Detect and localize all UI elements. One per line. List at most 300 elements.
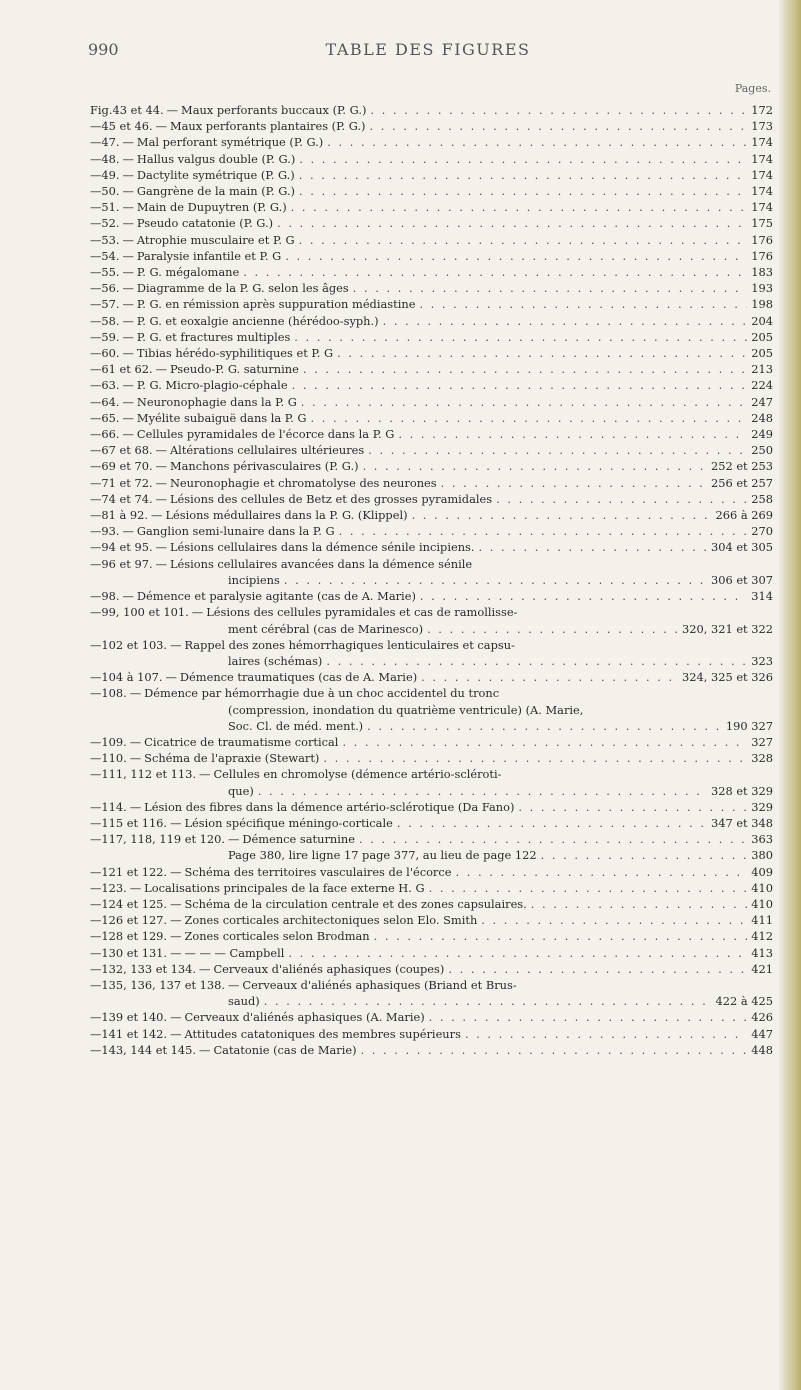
figure-prefix: —	[90, 475, 102, 490]
dash-separator: —	[170, 637, 182, 652]
figure-title: Tibias hérédo-syphilitiques et P. G	[136, 346, 334, 361]
figure-title: Lésions cellulaires dans la démence sénile incipiens.	[169, 540, 475, 555]
entry-line	[90, 345, 773, 361]
figure-prefix: —	[90, 670, 102, 685]
figure-number: 50.	[101, 184, 120, 199]
page-reference: 410	[751, 896, 773, 911]
figure-number: 132, 133 et 134.	[101, 961, 197, 976]
dash-separator: —	[129, 734, 142, 749]
entry-line	[90, 491, 773, 507]
page-reference: 413	[751, 945, 773, 960]
figure-prefix: —	[90, 216, 102, 231]
page-reference: 304 et 305	[710, 540, 773, 555]
figure-title: Démence et paralysie agitante (cas de A. Marie)	[136, 589, 416, 604]
figure-prefix: —	[90, 491, 102, 506]
entry-line	[90, 750, 773, 766]
page-edge-shadow	[779, 0, 801, 1390]
page-reference: 174	[751, 200, 773, 215]
dot-leader	[243, 264, 747, 280]
entry-line	[90, 556, 773, 572]
dot-leader	[370, 102, 747, 118]
entry-line	[90, 151, 773, 167]
figure-prefix: —	[90, 540, 102, 555]
entry-line	[90, 232, 773, 248]
dash-separator: —	[228, 977, 240, 992]
dot-leader	[397, 815, 707, 831]
figure-prefix: —	[90, 880, 102, 895]
dash-separator: —	[199, 1042, 211, 1057]
figure-title: ment cérébral (cas de Marinesco)	[228, 621, 424, 636]
dot-leader	[327, 134, 747, 150]
entry-line	[90, 280, 773, 296]
entry-line	[90, 377, 773, 393]
figure-number: 108.	[101, 686, 127, 701]
entry-line	[90, 248, 773, 264]
figure-prefix: —	[90, 346, 102, 361]
page-reference: 249	[751, 427, 773, 442]
figure-title: Neuronophagie dans la P. G	[136, 394, 297, 409]
figure-entry	[90, 151, 773, 167]
entry-line	[90, 296, 773, 312]
dot-leader	[456, 864, 748, 880]
figure-number: 94 et 95.	[101, 540, 153, 555]
entry-line	[90, 880, 773, 896]
figure-entry	[90, 102, 773, 118]
figure-entry	[90, 1026, 773, 1042]
dot-leader	[311, 410, 748, 426]
entry-line	[90, 313, 773, 329]
figure-prefix: —	[90, 394, 102, 409]
dot-leader	[421, 669, 678, 685]
dash-separator: —	[122, 248, 134, 263]
entry-line	[90, 734, 773, 750]
figure-title: Catatonie (cas de Marie)	[213, 1042, 357, 1057]
dot-leader	[368, 442, 747, 458]
figure-entry	[90, 313, 773, 329]
entry-line	[90, 653, 773, 669]
figure-title: Zones corticales architectoniques selon Elo. Smith	[184, 913, 478, 928]
figure-title: saud)	[228, 994, 260, 1009]
dash-separator: —	[170, 864, 182, 879]
figure-entry	[90, 296, 773, 312]
figure-entry	[90, 442, 773, 458]
entry-line	[90, 361, 773, 377]
entry-line	[90, 864, 773, 880]
figure-number: 135, 136, 137 et 138.	[101, 977, 226, 992]
page-reference: 176	[751, 248, 773, 263]
page-reference: 213	[751, 362, 773, 377]
entry-line	[90, 1042, 773, 1058]
figure-prefix: —	[90, 1010, 102, 1025]
figure-number: 102 et 103.	[101, 637, 168, 652]
page-reference: 412	[751, 929, 773, 944]
page-reference: 176	[751, 232, 773, 247]
page-reference: 422 à 425	[715, 994, 773, 1009]
figure-number: 143, 144 et 145.	[101, 1042, 197, 1057]
figure-title: Paralysie infantile et P. G	[136, 248, 282, 263]
figure-number: 81 à 92.	[101, 508, 149, 523]
page-reference: 224	[751, 378, 773, 393]
dot-leader	[299, 232, 748, 248]
figure-entry	[90, 604, 773, 636]
figure-entry	[90, 588, 773, 604]
figure-prefix: —	[90, 313, 102, 328]
dot-leader	[277, 215, 747, 231]
dash-separator: —	[122, 167, 134, 182]
figure-title: Schéma de l'apraxie (Stewart)	[144, 751, 320, 766]
dot-leader	[258, 783, 707, 799]
dash-separator: —	[165, 670, 177, 685]
dash-separator: —	[122, 346, 134, 361]
figure-title: P. G. en rémission après suppuration médiastine	[136, 297, 416, 312]
figure-number: 139 et 140.	[101, 1010, 168, 1025]
figure-entry	[90, 734, 773, 750]
dash-separator: —	[122, 135, 134, 150]
dot-leader	[419, 296, 747, 312]
figure-number: 130 et 131.	[101, 945, 168, 960]
dash-separator: —	[155, 362, 167, 377]
dot-leader	[367, 718, 722, 734]
figure-title: Page 380, lire ligne 17 page 377, au lieu de page 122	[228, 848, 537, 863]
dot-leader	[429, 880, 748, 896]
figure-number: 126 et 127.	[101, 913, 168, 928]
figure-prefix: —	[90, 167, 102, 182]
dash-separator: —	[122, 589, 134, 604]
entry-line	[90, 977, 773, 993]
figure-number: 123.	[101, 880, 127, 895]
dot-leader	[420, 588, 747, 604]
figure-prefix: —	[90, 589, 102, 604]
dash-separator: —	[122, 200, 134, 215]
dash-separator: —	[122, 329, 134, 344]
entry-line	[90, 426, 773, 442]
figure-number: 53.	[101, 232, 120, 247]
figure-title: Lésion spécifique méningo-corticale	[184, 815, 393, 830]
dash-separator: —	[155, 119, 167, 134]
figure-title: Rappel des zones hémorrhagiques lenticulaires et capsu-	[184, 637, 515, 652]
figure-entry	[90, 685, 773, 734]
figure-entry	[90, 394, 773, 410]
dash-separator: —	[122, 427, 134, 442]
dot-leader	[326, 653, 747, 669]
page-reference: 327	[751, 734, 773, 749]
figure-entry	[90, 637, 773, 669]
figure-entry	[90, 1009, 773, 1025]
figure-entry	[90, 361, 773, 377]
entry-line	[90, 394, 773, 410]
figure-title: Zones corticales selon Brodman	[184, 929, 370, 944]
page-reference: 205	[751, 346, 773, 361]
dash-separator: —	[170, 815, 182, 830]
figure-prefix: Fig.	[90, 103, 113, 117]
page-reference: 363	[751, 832, 773, 847]
dot-leader	[383, 313, 748, 329]
dot-leader	[323, 750, 747, 766]
page-reference: 270	[751, 524, 773, 539]
figure-title: Gangrène de la main (P. G.)	[136, 184, 296, 199]
page-reference: 329	[751, 799, 773, 814]
figure-title: laires (schémas)	[228, 653, 323, 668]
figure-number: 109.	[101, 734, 127, 749]
figure-title: Pseudo catatonie (P. G.)	[136, 216, 274, 231]
page-reference: 347 et 348	[710, 815, 773, 830]
dash-separator: —	[199, 961, 211, 976]
figure-number: 99, 100 et 101.	[101, 605, 189, 620]
dot-leader	[481, 912, 747, 928]
figure-number: 141 et 142.	[101, 1026, 168, 1041]
figure-title: Neuronophagie et chromatolyse des neurones	[169, 475, 437, 490]
figure-number: 115 et 116.	[101, 815, 168, 830]
figure-number: 66.	[101, 427, 120, 442]
figure-prefix: —	[90, 751, 102, 766]
dot-leader	[303, 361, 747, 377]
dot-leader	[448, 961, 747, 977]
page-reference: 198	[751, 297, 773, 312]
dash-separator: —	[129, 751, 142, 766]
figure-number: 74 et 74.	[101, 491, 153, 506]
figure-prefix: —	[90, 135, 102, 150]
figure-number: 69 et 70.	[101, 459, 153, 474]
dash-separator: —	[170, 1010, 182, 1025]
entry-line	[90, 442, 773, 458]
entry-line	[90, 264, 773, 280]
figure-entry	[90, 215, 773, 231]
page-reference: 323	[751, 653, 773, 668]
dot-leader	[531, 896, 747, 912]
dash-separator: —	[155, 443, 167, 458]
entry-line	[90, 102, 773, 118]
figure-entry	[90, 831, 773, 863]
entry-line	[90, 1009, 773, 1025]
page-reference: 256 et 257	[710, 475, 773, 490]
figure-prefix: —	[90, 556, 102, 571]
figure-entry	[90, 475, 773, 491]
figure-entry	[90, 167, 773, 183]
dot-leader	[288, 945, 747, 961]
figure-title: Cellules en chromolyse (démence artério-scléroti-	[213, 767, 502, 782]
dot-leader	[299, 167, 748, 183]
entry-line	[90, 945, 773, 961]
figure-number: 63.	[101, 378, 120, 393]
figure-title: Attitudes catatoniques des membres supérieurs	[184, 1026, 461, 1041]
figure-number: 49.	[101, 167, 120, 182]
entry-line	[90, 928, 773, 944]
dot-leader	[398, 426, 747, 442]
figure-prefix: —	[90, 524, 102, 539]
figure-prefix: —	[90, 232, 102, 247]
figure-number: 55.	[101, 265, 120, 280]
dash-separator: —	[228, 832, 240, 847]
dash-separator: —	[170, 929, 182, 944]
page-reference: 411	[751, 913, 773, 928]
figure-entry	[90, 183, 773, 199]
dash-separator: —	[122, 394, 134, 409]
dot-leader	[339, 523, 748, 539]
figure-entry	[90, 199, 773, 215]
figure-title: Maux perforants buccaux (P. G.)	[181, 103, 367, 117]
dot-leader	[264, 993, 712, 1009]
figure-number: 43 et 44.	[112, 103, 164, 117]
figure-number: 60.	[101, 346, 120, 361]
entry-line	[90, 896, 773, 912]
figure-prefix: —	[90, 200, 102, 215]
figure-table	[90, 102, 773, 1058]
figure-title: que)	[228, 783, 254, 798]
figure-entry	[90, 799, 773, 815]
figure-number: 56.	[101, 281, 120, 296]
figure-number: 67 et 68.	[101, 443, 153, 458]
dot-leader	[412, 507, 712, 523]
figure-number: 57.	[101, 297, 120, 312]
figure-number: 59.	[101, 329, 120, 344]
figure-number: 54.	[101, 248, 120, 263]
figure-title: Myélite subaiguë dans la P. G	[136, 410, 307, 425]
entry-line	[90, 507, 773, 523]
entry-line	[90, 134, 773, 150]
dot-leader	[299, 183, 747, 199]
page-reference: 410	[751, 880, 773, 895]
dot-leader	[369, 118, 747, 134]
figure-number: 58.	[101, 313, 120, 328]
figure-title: Schéma des territoires vasculaires de l'écorce	[184, 864, 452, 879]
page-reference: 250	[751, 443, 773, 458]
figure-title: Mal perforant symétrique (P. G.)	[136, 135, 324, 150]
entry-line	[90, 621, 773, 637]
dot-leader	[285, 248, 747, 264]
dot-leader	[353, 280, 747, 296]
dot-leader	[359, 831, 747, 847]
dot-leader	[541, 847, 748, 863]
figure-entry	[90, 280, 773, 296]
dot-leader	[441, 475, 707, 491]
figure-prefix: —	[90, 119, 102, 134]
dot-leader	[291, 199, 748, 215]
dash-separator: —	[191, 605, 204, 620]
figure-number: 111, 112 et 113.	[101, 767, 197, 782]
entry-line	[90, 685, 773, 701]
figure-prefix: —	[90, 410, 102, 425]
dot-leader	[337, 345, 747, 361]
figure-title: Cicatrice de traumatisme cortical	[144, 734, 339, 749]
figure-number: 117, 118, 119 et 120.	[101, 832, 226, 847]
figure-prefix: —	[90, 913, 102, 928]
figure-prefix: —	[90, 297, 102, 312]
figure-entry	[90, 1042, 773, 1058]
entry-line	[90, 912, 773, 928]
running-title: TABLE DES FIGURES	[325, 40, 531, 59]
figure-prefix: —	[90, 427, 102, 442]
figure-title: Lésions médullaires dans la P. G. (Klippel)	[165, 508, 408, 523]
figure-prefix: —	[90, 151, 102, 166]
figure-number: 124 et 125.	[101, 896, 168, 911]
entry-line	[90, 588, 773, 604]
entry-line	[90, 637, 773, 653]
figure-title: P. G. mégalomane	[136, 265, 240, 280]
figure-title: Lésions cellulaires avancées dans la démence sénile	[169, 556, 473, 571]
dash-separator: —	[129, 880, 142, 895]
figure-title: Cerveaux d'aliénés aphasiques (A. Marie)	[184, 1010, 425, 1025]
figure-entry	[90, 539, 773, 555]
dot-leader	[301, 394, 747, 410]
dash-separator: —	[122, 524, 134, 539]
figure-title: Cellules pyramidales de l'écorce dans la P. G	[136, 427, 395, 442]
page-reference: 174	[751, 184, 773, 199]
figure-number: 71 et 72.	[101, 475, 153, 490]
figure-title: Soc. Cl. de méd. ment.)	[228, 718, 364, 733]
figure-number: 98.	[101, 589, 120, 604]
dash-separator: —	[129, 686, 142, 701]
page-reference: 409	[751, 864, 773, 879]
entry-line	[90, 475, 773, 491]
page-reference: 306 et 307	[710, 572, 773, 587]
figure-title: Lésions des cellules de Betz et des grosses pyramidales	[169, 491, 493, 506]
entry-line	[90, 183, 773, 199]
entry-line	[90, 604, 773, 620]
figure-number: 48.	[101, 151, 120, 166]
figure-number: 65.	[101, 410, 120, 425]
page-reference: 247	[751, 394, 773, 409]
pages-column-label: Pages.	[734, 82, 771, 95]
figure-prefix: —	[90, 281, 102, 296]
entry-line	[90, 718, 773, 734]
page-reference: 183	[751, 265, 773, 280]
dash-separator: —	[122, 232, 134, 247]
figure-entry	[90, 426, 773, 442]
page-reference: 190 327	[725, 718, 773, 733]
figure-number: 104 à 107.	[101, 670, 163, 685]
entry-line	[90, 669, 773, 685]
figure-number: 61 et 62.	[101, 362, 153, 377]
page-reference: 448	[751, 1042, 773, 1057]
figure-prefix: —	[90, 459, 102, 474]
figure-entry	[90, 232, 773, 248]
dot-leader	[429, 1009, 748, 1025]
figure-prefix: —	[90, 815, 102, 830]
figure-title: P. G. et eoxalgie ancienne (hérédoo-syph.)	[136, 313, 379, 328]
page-reference: 328 et 329	[710, 783, 773, 798]
dot-leader	[342, 734, 747, 750]
dot-leader	[299, 151, 747, 167]
figure-title: P. G. et fractures multiples	[136, 329, 291, 344]
page-reference: 193	[751, 281, 773, 296]
figure-prefix: —	[90, 508, 102, 523]
entry-line	[90, 167, 773, 183]
figure-prefix: —	[90, 945, 102, 960]
figure-title: P. G. Micro-plagio-céphale	[136, 378, 288, 393]
entry-line	[90, 523, 773, 539]
entry-line	[90, 539, 773, 555]
dash-separator: —	[170, 896, 182, 911]
entry-line	[90, 961, 773, 977]
entry-line	[90, 847, 773, 863]
figure-prefix: —	[90, 329, 102, 344]
dot-leader	[427, 621, 678, 637]
figure-entry	[90, 815, 773, 831]
entry-line	[90, 702, 773, 718]
figure-prefix: —	[90, 248, 102, 263]
figure-prefix: —	[90, 832, 102, 847]
figure-number: 114.	[101, 799, 127, 814]
figure-prefix: —	[90, 686, 102, 701]
figure-entry	[90, 118, 773, 134]
dash-separator: —	[170, 1026, 182, 1041]
figure-entry	[90, 329, 773, 345]
figure-prefix: —	[90, 265, 102, 280]
entry-line	[90, 458, 773, 474]
page-reference: 426	[751, 1010, 773, 1025]
figure-prefix: —	[90, 767, 102, 782]
dot-leader	[361, 1042, 748, 1058]
